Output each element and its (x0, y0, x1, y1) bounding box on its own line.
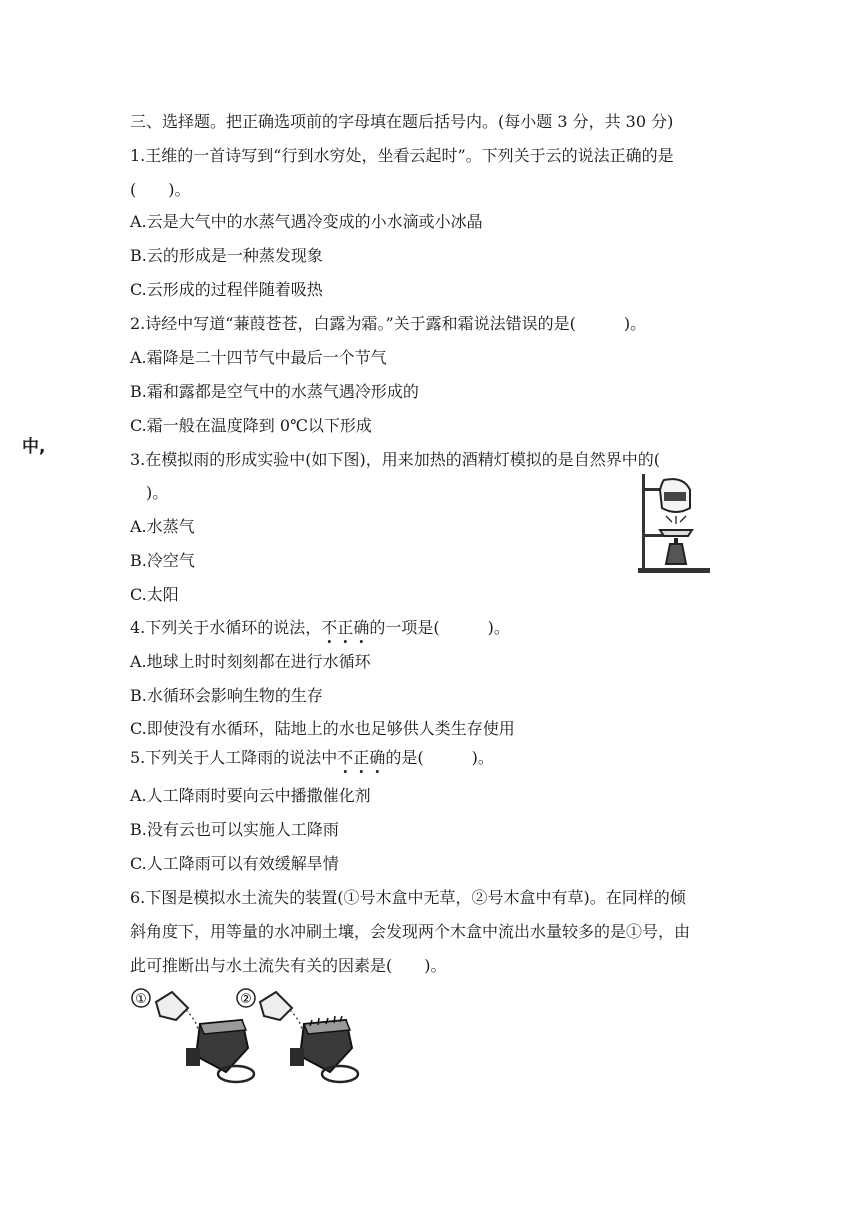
q2-option-a: A.霜降是二十四节气中最后一个节气 (130, 348, 387, 367)
q4-emphasis-char-1: 不 (321, 618, 338, 637)
q5-stem-prefix: 5.下列关于人工降雨的说法中 (130, 748, 338, 767)
q5-emphasis-char-1: 不 (337, 748, 354, 767)
q2-option-b: B.霜和露都是空气中的水蒸气遇冷形成的 (130, 382, 419, 401)
q6-stem-line3: 此可推断出与水土流失有关的因素是( )。 (130, 956, 447, 975)
q4-emphasis-char-3: 确 (353, 618, 370, 637)
q5-emphasis-char-3: 确 (369, 748, 386, 767)
q3-stem-line1: 3.在模拟雨的形成实验中(如下图)，用来加热的酒精灯模拟的是自然界中的( (130, 450, 660, 469)
q5-option-a: A.人工降雨时要向云中播撒催化剂 (130, 786, 371, 805)
q2-option-c: C.霜一般在温度降到 0℃以下形成 (130, 416, 372, 435)
q1-stem-line2: ( )。 (130, 180, 191, 199)
q6-stem-line2: 斜角度下，用等量的水冲刷土壤，会发现两个木盒中流出水量较多的是①号，由 (130, 922, 691, 941)
q5-emphasis-char-2: 正 (353, 748, 370, 767)
q4-option-c: C.即使没有水循环，陆地上的水也足够供人类生存使用 (130, 719, 515, 738)
q4-emphasis-char-2: 正 (337, 618, 354, 637)
figure-label-1: ① (135, 992, 147, 1007)
soil-erosion-figure (130, 986, 370, 1090)
q1-stem-line1: 1.王维的一首诗写到“行到水穷处，坐看云起时”。下列关于云的说法正确的是 (130, 146, 674, 165)
q1-option-b: B.云的形成是一种蒸发现象 (130, 246, 323, 265)
q4-stem-suffix: 的一项是( )。 (369, 618, 510, 637)
q3-option-b: B.冷空气 (130, 551, 195, 570)
q3-option-a: A.水蒸气 (130, 517, 195, 536)
q6-stem-line1: 6.下图是模拟水土流失的装置(①号木盒中无草，②号木盒中有草)。在同样的倾 (130, 888, 686, 907)
q2-stem: 2.诗经中写道“蒹葭苍苍，白露为霜。”关于露和霜说法错误的是( )。 (130, 314, 647, 333)
q5-stem (130, 747, 494, 769)
q1-option-c: C.云形成的过程伴随着吸热 (130, 280, 323, 299)
q4-option-a: A.地球上时时刻刻都在进行水循环 (130, 652, 371, 671)
q4-stem (130, 617, 510, 639)
q3-option-c: C.太阳 (130, 585, 179, 604)
rain-experiment-apparatus-figure (636, 472, 712, 576)
q4-option-b: B.水循环会影响生物的生存 (130, 686, 323, 705)
section-title: 三、选择题。把正确选项前的字母填在题后括号内。(每小题 3 分，共 30 分) (130, 112, 674, 131)
q5-option-b: B.没有云也可以实施人工降雨 (130, 820, 339, 839)
q3-stem-line2: )。 (130, 483, 169, 502)
margin-fragment-text: 中, (22, 437, 46, 457)
figure-label-2: ② (240, 992, 252, 1007)
soil-box-2-setup (237, 989, 358, 1082)
q4-stem-prefix: 4.下列关于水循环的说法， (130, 618, 322, 637)
soil-box-1-setup (132, 989, 254, 1082)
q5-stem-suffix: 的是( )。 (385, 748, 494, 767)
q5-option-c: C.人工降雨可以有效缓解旱情 (130, 854, 339, 873)
q1-option-a: A.云是大气中的水蒸气遇冷变成的小水滴或小冰晶 (130, 212, 483, 231)
